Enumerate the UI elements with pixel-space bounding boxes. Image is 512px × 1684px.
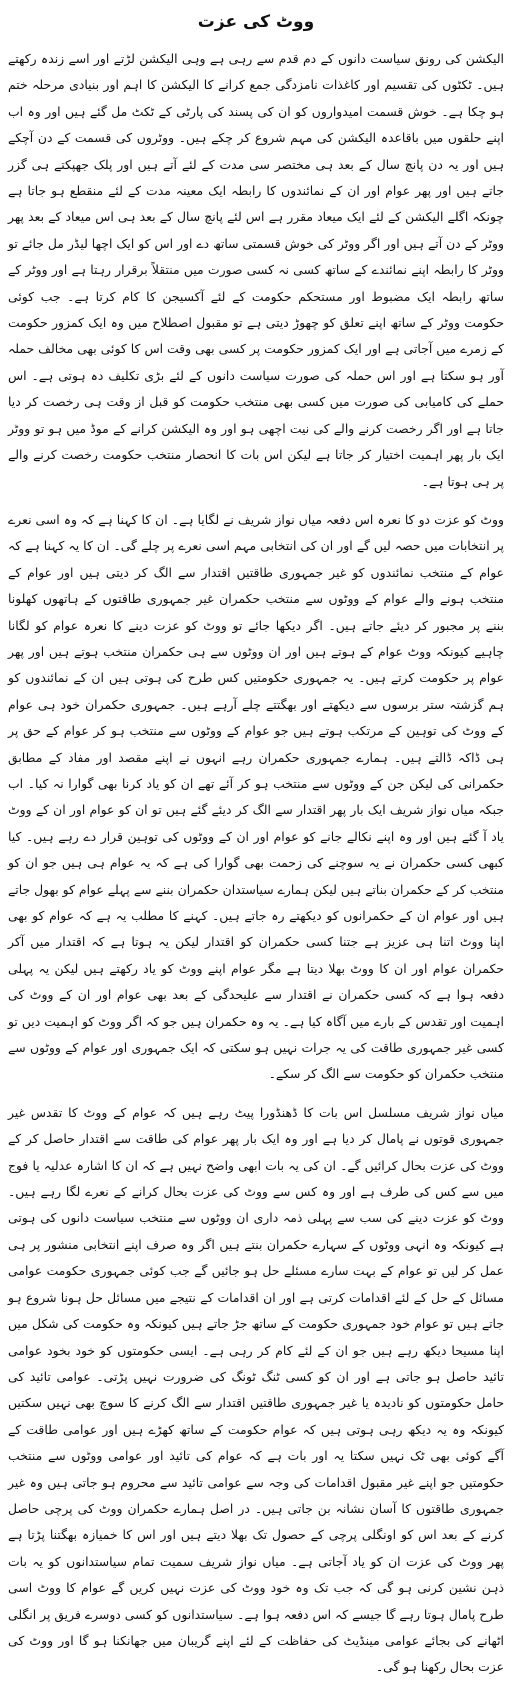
article-title: ووٹ کی عزت xyxy=(197,12,315,32)
article-paragraph-1: الیکشن کی رونق سیاست دانوں کے دم قدم سے رہی ہے وہی الیکشن لڑتے اور اسے زندہ رکھتے ہیں۔ ٹکٹوں کی تقسیم اور کاغذات نامزدگی جمع کرانے کا الیکشن کا اہم اور بنیادی مرحلہ ختم ہو چکا ہے۔ خوش قسمت امیدواروں کو ان کی پسند کی پارٹی کے ٹکٹ مل گئے ہیں اور وہ اب اپنے حلقوں میں باقاعدہ الیکشن کی مہم شروع کر چکے ہیں۔ ووٹروں کی قسمت کے دن آچکے ہیں اور یہ دن پانچ سال کے بعد ہی مختصر سی مدت کے لئے آتے ہیں اور پلک جھپکتے ہی گزر جاتے ہیں اور پھر عوام اور ان کے نمائندوں کا رابطہ ایک معینہ مدت کے لئے منقطع ہو جاتا ہے چونکہ اگلے الیکشن کے لئے ایک میعاد مقرر ہے اس لئے پانچ سال کے بعد ہی اس میعاد کے بعد پھر ووٹر کے دن آتے ہیں اور اگر ووٹر کی خوش قسمتی ساتھ دے اور اس کو ایک اچھا لیڈر مل جائے تو ووٹر کا رابطہ اپنے نمائندے کے ساتھ کسی نہ کسی صورت میں منتقلاً برقرار رہتا ہے اور ووٹر کے ساتھ رابطہ ایک مضبوط اور مستحکم حکومت کے لئے آکسیجن کا کام کرتا ہے۔ جب کوئی حکومت ووٹر کے ساتھ اپنے تعلق کو چھوڑ دیتی ہے تو مقبول اصطلاح میں وہ ایک کمزور حکومت کے زمرے میں آجاتی ہے اور ایک کمزور حکومت پر کسی بھی وقت اس کا کوئی بھی مخالف حملہ آور ہو سکتا ہے اور اس حملہ کی صورت سیاست دانوں کے لئے بڑی تکلیف دہ ہوتی ہے۔ اس حملے کی کامیابی کی صورت میں کسی بھی منتخب حکومت کو قبل از وقت ہی رخصت کر دیا جاتا ہے اور اگر رخصت کرنے والے کی نیت اچھی ہو اور وہ الیکشن کرانے کے موڈ میں ہو تو ووٹر ایک بار پھر اہمیت اختیار کر جاتا ہے لیکن اس بات کا انحصار منتخب حکومت رخصت کرنے والے پر ہی ہوتا ہے۔ xyxy=(8,51,504,489)
article-paragraph-3: میاں نواز شریف مسلسل اس بات کا ڈھنڈورا پیٹ رہے ہیں کہ عوام کے ووٹ کا تقدس غیر جمہوری قوتوں نے پامال کر دیا ہے اور وہ ایک بار پھر عوام کی طاقت سے اقتدار حاصل کر کے ووٹ کی عزت بحال کرائیں گے۔ ان کی یہ بات ابھی واضح نہیں ہے کہ ان کا اشارہ عدلیہ یا فوج میں سے کس کی طرف ہے اور وہ کس سے ووٹ کی عزت بحال کرانے کے نعرے لگا رہے ہیں۔ ووٹ کو عزت دینے کی سب سے پہلی ذمہ داری ان ووٹوں سے منتخب سیاست دانوں کی ہوتی ہے کیونکہ وہ انہی ووٹوں کے سہارے حکمران بنتے ہیں اگر وہ صرف اپنے انتخابی منشور پر ہی عمل کر لیں تو عوام کے بہت سارے مسئلے حل ہو جائیں گے جب کوئی جمہوری حکومت عوامی مسائل کے حل کے لئے اقدامات کرتی ہے اور ان اقدامات کے نتیجے میں مسائل حل ہونا شروع ہو جاتے ہیں تو عوام خود جمہوری حکومت کے ساتھ جڑ جاتے ہیں کیونکہ وہ حکومت کی شکل میں اپنا مسیحا دیکھ رہے ہیں جو ان کے لئے کام کر رہی ہے۔ ایسی حکومتوں کو خود بخود عوامی تائید حاصل ہو جاتی ہے اور ان کو کسی ٹنگ ٹونگ کی ضرورت نہیں پڑتی۔ عوامی تائید کی حامل حکومتوں کو نادیدہ یا غیر جمہوری طاقتیں اقتدار سے الگ کرنے کا سوچ بھی نہیں سکتیں کیونکہ وہ یہ دیکھ رہی ہوتی ہیں کہ عوام حکومت کے ساتھ کھڑے ہیں اور عوامی طاقت کے آگے کوئی بھی ٹک نہیں سکتا یہ اور بات ہے کہ عوام کی تائید اور عوامی ووٹوں سے منتخب حکومتیں جو اپنے غیر مقبول اقدامات کی وجہ سے عوامی تائید سے محروم ہو جاتی ہیں وہ غیر جمہوری طاقتوں کا آسان نشانہ بن جاتی ہیں۔ در اصل ہمارے حکمران ووٹ کی پرچی حاصل کرنے کے بعد اس کو اونگلی پرچی کے حصول تک بھلا دیتے ہیں اور اس کا خمیازہ بھگتنا پڑتا ہے پھر ووٹ کی عزت ان کو یاد آجاتی ہے۔ میاں نواز شریف سمیت تمام سیاستدانوں کو یہ بات ذہن نشین کرنی ہو گی کہ جب تک وہ خود ووٹ کی عزت نہیں کریں گے عوام کا ووٹ اسی طرح پامال ہوتا رہے گا جیسے کہ اس دفعہ ہوا ہے۔ سیاستدانوں کو کسی دوسرے فریق پر انگلی اٹھانے کی بجائے عوامی مینڈیٹ کی حفاظت کے لئے اپنے گریبان میں جھانکنا ہو گا اور ووٹ کی عزت بحال رکھنا ہو گی۔ xyxy=(8,1104,504,1675)
article-paragraph-2: ووٹ کو عزت دو کا نعرہ اس دفعہ میاں نواز شریف نے لگایا ہے۔ ان کا کہنا ہے کہ وہ اسی نعرے پر انتخابات میں حصہ لیں گے اور ان کی انتخابی مہم اسی نعرے پر چلے گی۔ ان کا یہ کہنا ہے کہ عوام کے منتخب نمائندوں کو غیر جمہوری طاقتیں اقتدار سے الگ کر دیتی ہیں اور عوام کے منتخب ہونے والے عوام کے ووٹوں سے منتخب حکمران غیر جمہوری طاقتوں کے ہاتھوں کھلونا بننے پر مجبور کر دیئے جاتے ہیں۔ اگر دیکھا جائے تو ووٹ کو عزت دینے کا نعرہ عوام کو لگانا چاہیے کیونکہ ووٹ عوام کے ہوتے ہیں اور ان ووٹوں سے ہی حکمران منتخب ہوتے ہیں اور پھر عوام پر حکومت کرتے ہیں۔ یہ جمہوری حکومتیں کس طرح کی ہوتی ہیں ان کے نمائندوں کو ہم گزشتہ ستر برسوں سے دیکھتے اور بھگتتے چلے آرہے ہیں۔ جمہوری حکمران خود ہی عوام کے ووٹ کی توہین کے مرتکب ہوتے ہیں جو عوام کے ووٹوں سے منتخب ہو کر عوام کے حق پر ہی ڈاکہ ڈالتے ہیں۔ ہمارے جمہوری حکمران رہے انہوں نے اپنے مقصد اور مفاد کے مطابق حکمرانی کی لیکن جن کے ووٹوں سے منتخب ہو کر آئے تھے ان کو یاد کرنا بھی گوارا نہ کیا۔ اب جبکہ میاں نواز شریف ایک بار پھر اقتدار سے الگ کر دیئے گئے ہیں تو ان کو عوام اور ان کے ووٹ یاد آ گئے ہیں اور وہ اپنے نکالے جانے کو عوام اور ان کے ووٹوں کی توہین قرار دے رہے ہیں۔ کیا کبھی کسی حکمران نے یہ سوچنے کی زحمت بھی گوارا کی ہے کہ یہ عوام ہی ہیں جو ان کو منتخب کر کے حکمران بناتے ہیں لیکن ہمارے سیاستدان حکمران بننے سے پہلے عوام کو بھول جاتے ہیں اور عوام ان کے حکمرانوں کو دیکھتے رہ جاتے ہیں۔ کہنے کا مطلب یہ ہے کہ عوام کو بھی اپنا ووٹ اتنا ہی عزیز ہے جتنا کسی حکمران کو اقتدار لیکن یہ ہوتا ہے کہ اقتدار میں آکر حکمران عوام اور ان کا ووٹ بھلا دیتا ہے مگر عوام اپنے ووٹ کو یاد رکھتے ہیں لیکن یہ پہلی دفعہ ہوا ہے کہ کسی حکمران نے اقتدار سے علیحدگی کے بعد بھی عوام اور ان کے ووٹ کی اہمیت اور تقدس کے بارے میں آگاہ کیا ہے۔ یہ وہ حکمران ہیں جو کہ اگر ووٹ کو اہمیت دیں تو کسی غیر جمہوری طاقت کی یہ جرات نہیں ہو سکتی کہ ایک جمہوری اور عوام کے ووٹوں سے منتخب حکمران کو حکومت سے الگ کر سکے۔ xyxy=(8,511,504,1082)
